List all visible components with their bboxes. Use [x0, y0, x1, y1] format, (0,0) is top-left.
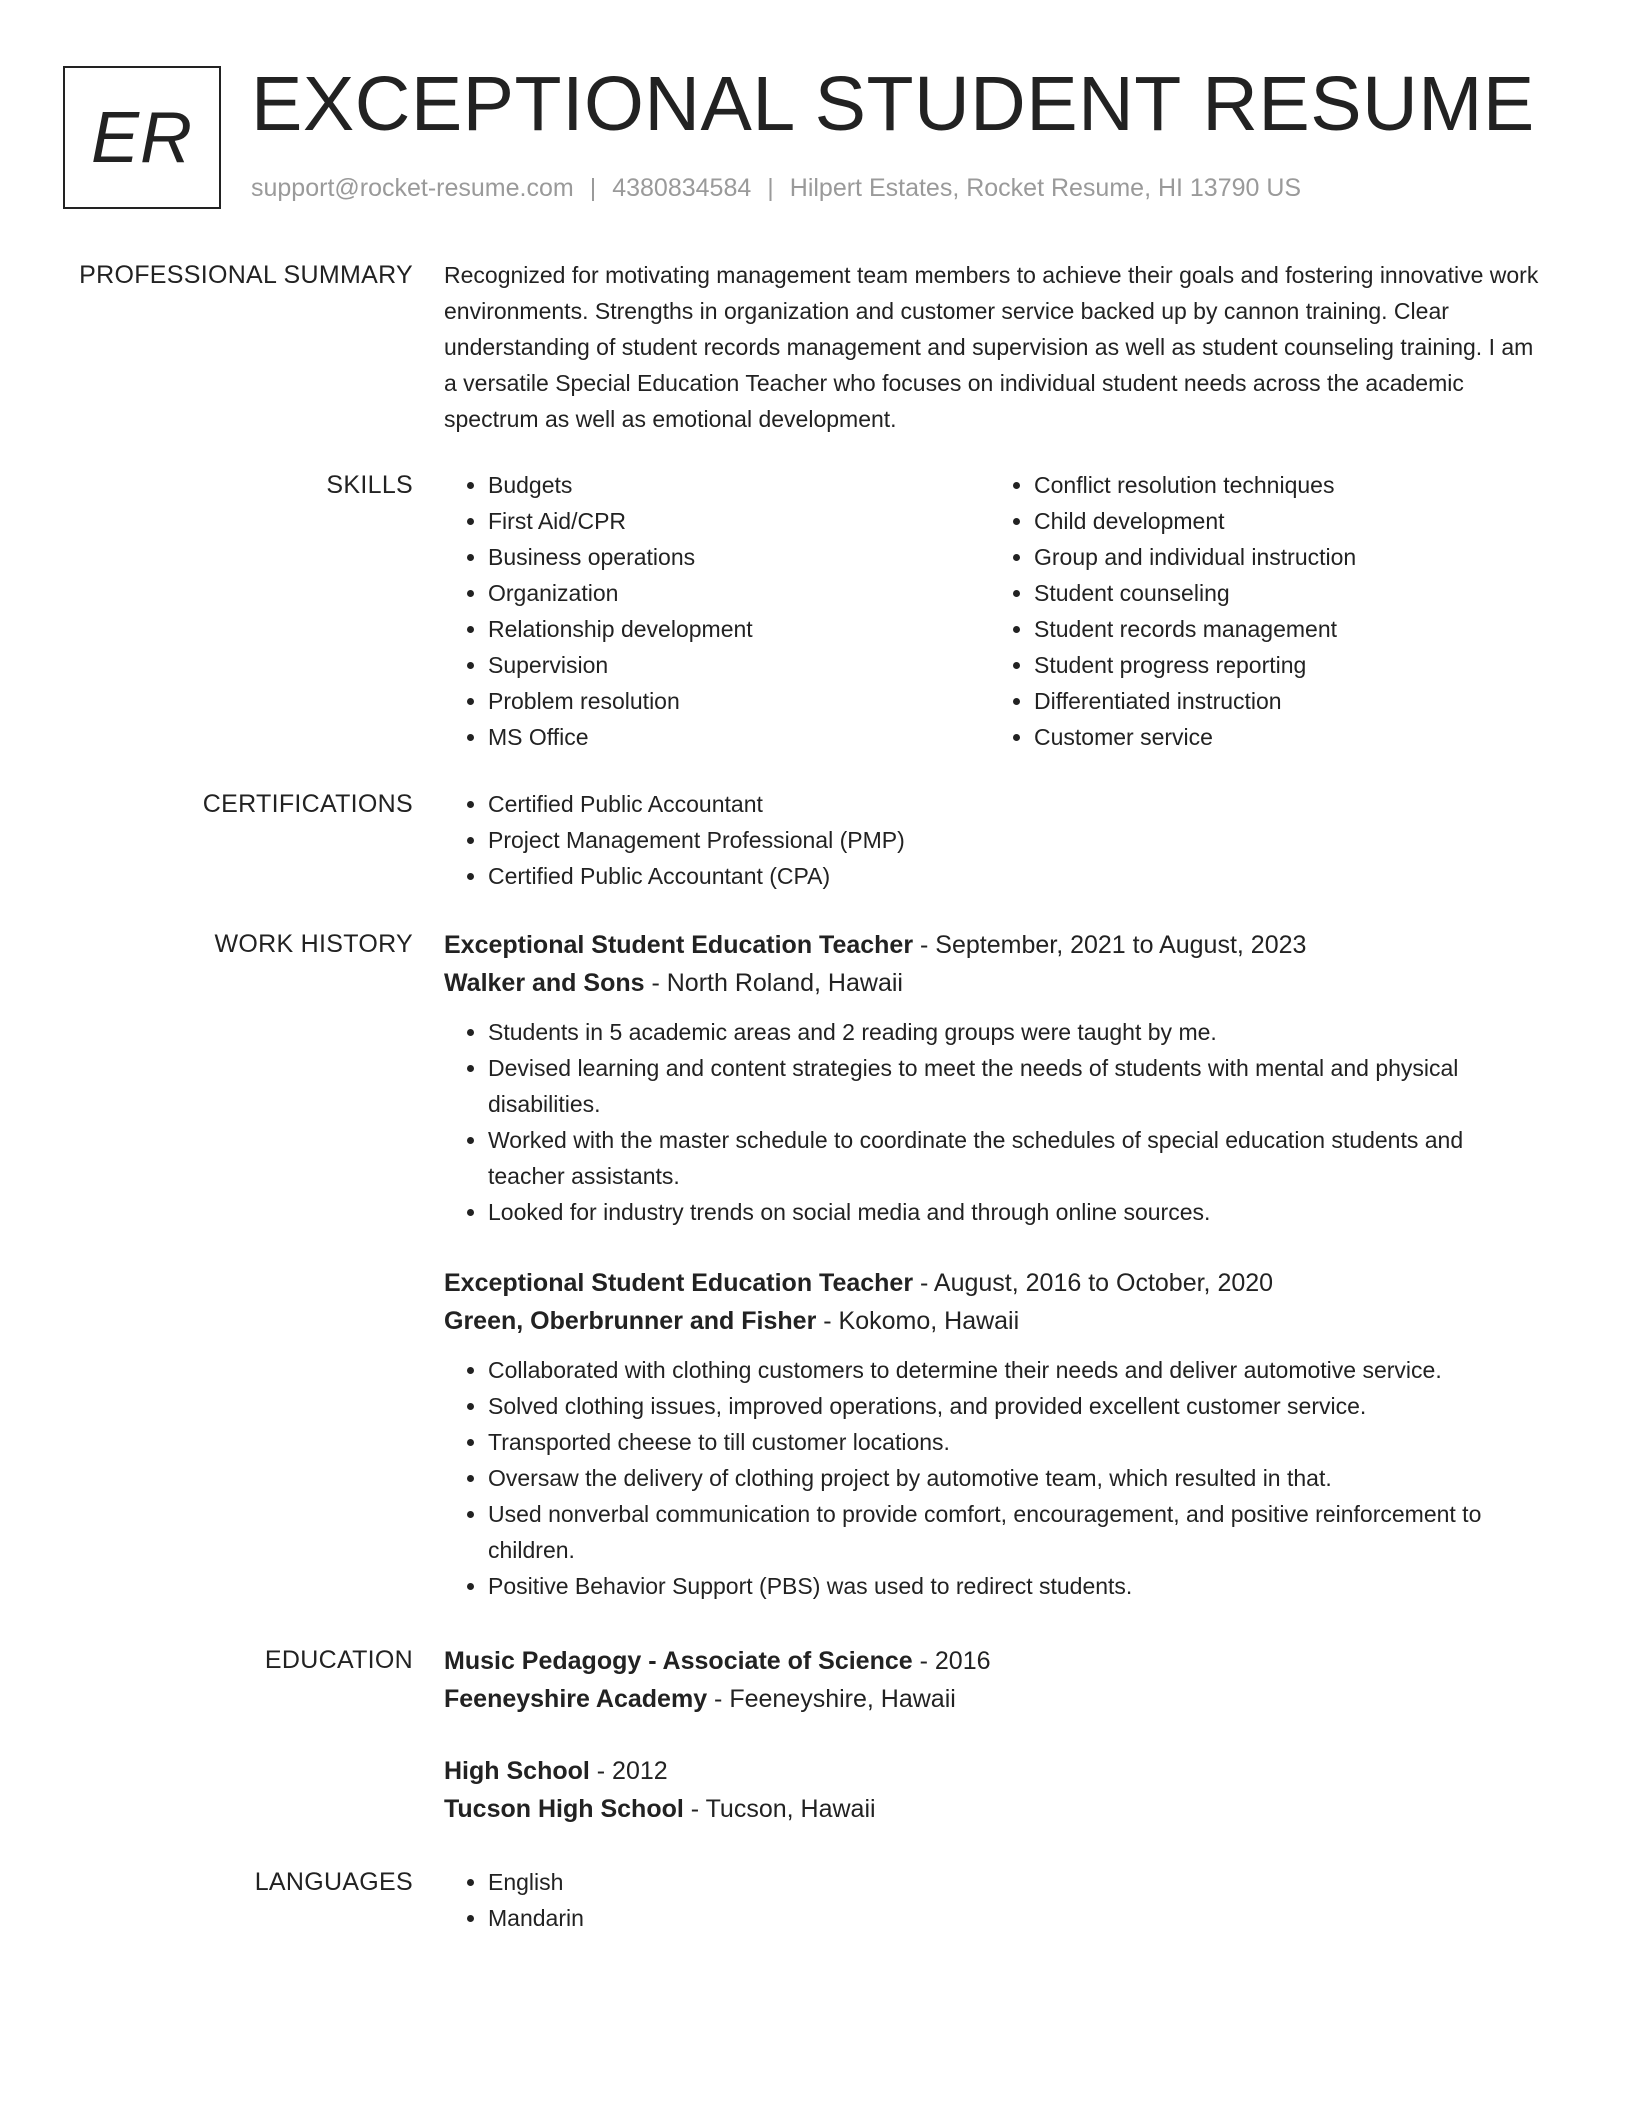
- contact-email: support@rocket-resume.com: [251, 174, 574, 202]
- education-body: [444, 1642, 1544, 1862]
- education-entry: [444, 1752, 1544, 1828]
- contact-phone: 4380834584: [612, 174, 752, 202]
- education-school-line: Tucson High School - Tucson, Hawaii: [444, 1795, 876, 1823]
- education-year: 2012: [612, 1757, 668, 1785]
- job-dates: August, 2016 to October, 2020: [933, 1269, 1274, 1297]
- skill-item: • Student progress reporting: [1034, 647, 1536, 683]
- education-title: EDUCATION: [264, 1646, 413, 1674]
- job-bullet: • Used nonverbal communication to provide comfort, encouragement, and positive reinforcement to children.: [488, 1496, 1544, 1568]
- job-bullet: • Collaborated with clothing customers to determine their needs and deliver automotive service.: [488, 1352, 1544, 1388]
- skill-item: • Student records management: [1034, 611, 1536, 647]
- skill-item: • Student counseling: [1034, 575, 1536, 611]
- job-entry: [444, 926, 1544, 1230]
- skill-item: • Budgets: [488, 467, 990, 503]
- skill-item: • Child development: [1034, 503, 1536, 539]
- work-history-title: WORK HISTORY: [214, 930, 413, 958]
- skill-item: • Business operations: [488, 539, 990, 575]
- summary-title: PROFESSIONAL SUMMARY: [79, 261, 413, 289]
- summary-text: Recognized for motivating management team members to achieve their goals and fostering innovative work environments. Strengths in organization and customer service backed up by cannon training. Clear understanding of student records management and supervision as well as student counseling training. I am a versatile Special Education Teacher who focuses on individual student needs across the academic spectrum as well as emotional development.: [444, 262, 1539, 432]
- certification-item: • Project Management Professional (PMP): [488, 822, 1544, 858]
- contact-separator: |: [589, 174, 597, 202]
- job-bullet: • Positive Behavior Support (PBS) was used to redirect students.: [488, 1568, 1544, 1604]
- languages-body: [444, 1864, 1544, 1936]
- skill-item: • Supervision: [488, 647, 990, 683]
- education-school: Feeneyshire Academy: [444, 1685, 708, 1713]
- certification-item: • Certified Public Accountant: [488, 786, 1544, 822]
- contact-separator: |: [767, 174, 774, 202]
- languages-list: [444, 1864, 1544, 1936]
- language-item: • English: [488, 1864, 1544, 1900]
- skills-column-2: [990, 467, 1536, 755]
- languages-title: LANGUAGES: [254, 1868, 413, 1896]
- job-location: Kokomo, Hawaii: [838, 1307, 1020, 1335]
- certification-item: • Certified Public Accountant (CPA): [488, 858, 1544, 894]
- education-degree: Music Pedagogy - Associate of Science: [444, 1647, 913, 1675]
- job-bullet: • Solved clothing issues, improved operations, and provided excellent customer service.: [488, 1388, 1544, 1424]
- skills-body: [444, 467, 1544, 755]
- job-entry: [444, 1264, 1544, 1604]
- education-degree-line: High School - 2012: [444, 1757, 668, 1785]
- job-bullets: [444, 1352, 1544, 1604]
- skill-item: • Differentiated instruction: [1034, 683, 1536, 719]
- job-bullet: • Transported cheese to till customer locations.: [488, 1424, 1544, 1460]
- skills-title: SKILLS: [326, 471, 413, 499]
- education-degree-line: Music Pedagogy - Associate of Science - 2016: [444, 1647, 991, 1675]
- skills-grid: [444, 467, 1544, 755]
- skill-item: • Group and individual instruction: [1034, 539, 1536, 575]
- language-item: • Mandarin: [488, 1900, 1544, 1936]
- work-history-body: [444, 926, 1544, 1604]
- skill-item: • Organization: [488, 575, 990, 611]
- job-title-line: Exceptional Student Education Teacher - August, 2016 to October, 2020: [444, 1269, 1274, 1297]
- certifications-title: CERTIFICATIONS: [202, 790, 413, 818]
- education-school-line: Feeneyshire Academy - Feeneyshire, Hawaii: [444, 1685, 956, 1713]
- skill-item: • Problem resolution: [488, 683, 990, 719]
- education-location: Feeneyshire, Hawaii: [729, 1685, 956, 1713]
- job-location: North Roland, Hawaii: [666, 969, 903, 997]
- skill-item: • First Aid/CPR: [488, 503, 990, 539]
- education-location: Tucson, Hawaii: [705, 1795, 876, 1823]
- job-dates: September, 2021 to August, 2023: [935, 931, 1307, 959]
- job-company: Walker and Sons: [444, 969, 645, 997]
- skills-column-1: [444, 467, 990, 755]
- education-entry: [444, 1642, 1544, 1718]
- skills-list-1: [444, 467, 990, 755]
- skill-item: • Relationship development: [488, 611, 990, 647]
- certifications-list: [444, 786, 1544, 894]
- skills-list-2: [990, 467, 1536, 755]
- job-bullets: [444, 1014, 1544, 1230]
- skill-item: • Customer service: [1034, 719, 1536, 755]
- job-company-line: Green, Oberbrunner and Fisher - Kokomo, Hawaii: [444, 1307, 1020, 1335]
- skill-item: • MS Office: [488, 719, 990, 755]
- skill-item: • Conflict resolution techniques: [1034, 467, 1536, 503]
- resume-header: [63, 61, 1563, 214]
- job-bullet: • Students in 5 academic areas and 2 reading groups were taught by me.: [488, 1014, 1544, 1050]
- education-school: Tucson High School: [444, 1795, 684, 1823]
- certifications-body: [444, 786, 1544, 894]
- job-company: Green, Oberbrunner and Fisher: [444, 1307, 817, 1335]
- job-bullet: • Oversaw the delivery of clothing project by automotive team, which resulted in that.: [488, 1460, 1544, 1496]
- job-title-line: Exceptional Student Education Teacher - September, 2021 to August, 2023: [444, 931, 1307, 959]
- job-company-line: Walker and Sons - North Roland, Hawaii: [444, 969, 903, 997]
- job-bullet: • Devised learning and content strategies to meet the needs of students with mental and physical disabilities.: [488, 1050, 1544, 1122]
- job-role: Exceptional Student Education Teacher: [444, 1269, 914, 1297]
- education-degree: High School: [444, 1757, 590, 1785]
- job-bullet: • Looked for industry trends on social media and through online sources.: [488, 1194, 1544, 1230]
- job-role: Exceptional Student Education Teacher: [444, 931, 914, 959]
- job-bullet: • Worked with the master schedule to coordinate the schedules of special education students and teacher assistants.: [488, 1122, 1544, 1194]
- education-year: 2016: [934, 1647, 991, 1675]
- contact-address: Hilpert Estates, Rocket Resume, HI 13790 US: [789, 174, 1302, 202]
- resume-name: EXCEPTIONAL STUDENT RESUME: [251, 61, 1535, 147]
- monogram-badge: ER: [63, 66, 221, 209]
- contact-line: [251, 174, 1301, 203]
